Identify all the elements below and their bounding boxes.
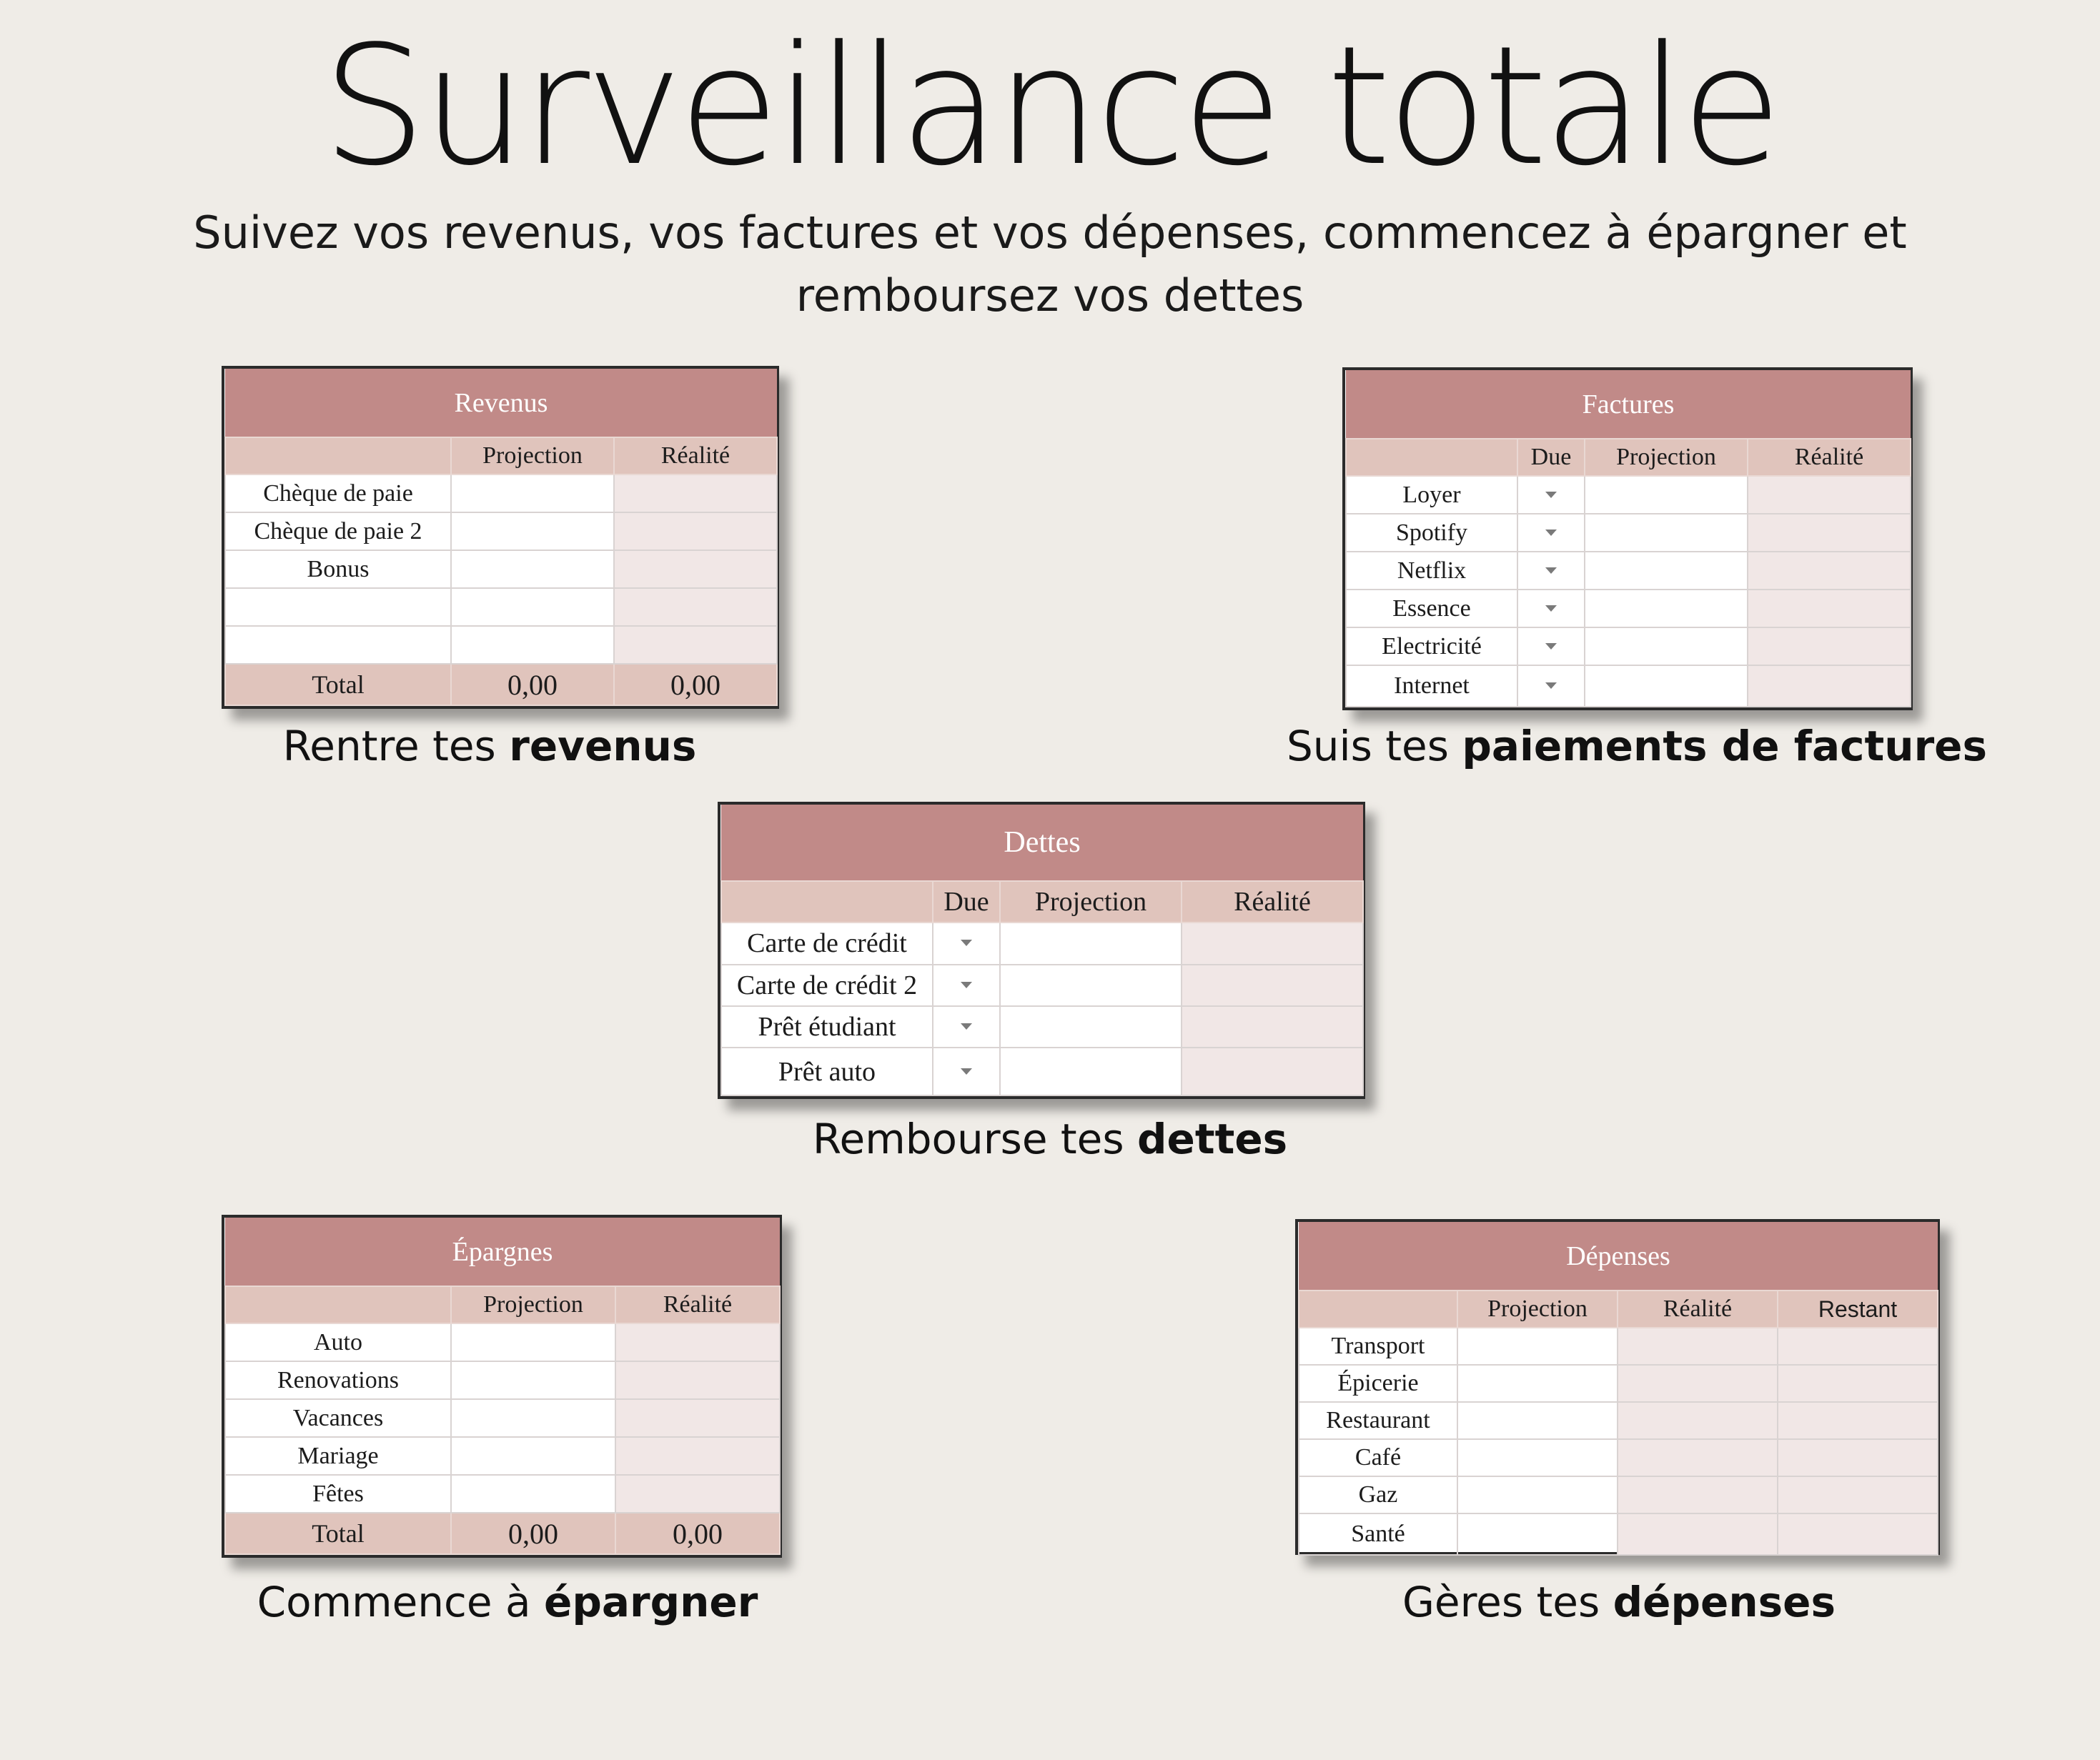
dettes-row-label: Carte de crédit [721, 923, 933, 964]
epargnes-total-projection: 0,00 [451, 1513, 615, 1554]
caption-bold: dépenses [1613, 1578, 1836, 1626]
factures-title: Factures [1346, 370, 1911, 439]
dettes-col-projection: Projection [1000, 881, 1182, 923]
factures-sheet [1342, 367, 1913, 710]
depenses-projection-cell[interactable] [1457, 1328, 1618, 1365]
factures-projection-cell[interactable] [1585, 552, 1748, 590]
table-row [1346, 514, 1911, 552]
table-row [225, 1475, 780, 1513]
depenses-restant-cell [1778, 1402, 1938, 1439]
revenus-title: Revenus [225, 369, 777, 437]
depenses-realite-cell[interactable] [1618, 1513, 1778, 1555]
revenus-realite-cell[interactable] [614, 512, 777, 550]
subtitle-line-2: remboursez vos dettes [796, 269, 1304, 322]
caption-text: Rembourse tes [812, 1115, 1138, 1163]
epargnes-projection-cell[interactable] [451, 1437, 615, 1475]
factures-due-dropdown[interactable] [1517, 590, 1585, 627]
depenses-realite-cell[interactable] [1618, 1365, 1778, 1402]
revenus-projection-cell[interactable] [451, 588, 614, 626]
factures-projection-cell[interactable] [1585, 476, 1748, 514]
depenses-col-projection: Projection [1457, 1291, 1618, 1328]
epargnes-row-label: Vacances [225, 1399, 451, 1437]
caption-bold: épargner [544, 1578, 758, 1626]
factures-due-dropdown[interactable] [1517, 476, 1585, 514]
caption-bold: dettes [1137, 1115, 1288, 1163]
chevron-down-icon[interactable] [1545, 643, 1557, 650]
table-row [1346, 590, 1911, 627]
revenus-row-label: Chèque de paie 2 [225, 512, 451, 550]
revenus-projection-cell[interactable] [451, 550, 614, 588]
factures-projection-cell[interactable] [1585, 514, 1748, 552]
dettes-due-dropdown[interactable] [933, 965, 1000, 1006]
epargnes-row-label: Renovations [225, 1361, 451, 1399]
revenus-realite-cell[interactable] [614, 588, 777, 626]
revenus-header-blank [225, 437, 451, 474]
dettes-header-blank [721, 881, 933, 923]
factures-projection-cell[interactable] [1585, 590, 1748, 627]
factures-due-dropdown[interactable] [1517, 627, 1585, 665]
factures-realite-cell[interactable] [1748, 665, 1911, 707]
dettes-due-dropdown[interactable] [933, 1006, 1000, 1048]
table-row [1299, 1476, 1938, 1513]
dettes-realite-cell[interactable] [1182, 923, 1363, 964]
factures-realite-cell[interactable] [1748, 590, 1911, 627]
depenses-restant-cell [1778, 1439, 1938, 1476]
table-row [1299, 1365, 1938, 1402]
table-row [1346, 665, 1911, 707]
revenus-caption [222, 722, 758, 770]
depenses-restant-cell [1778, 1513, 1938, 1555]
epargnes-realite-cell[interactable] [615, 1323, 780, 1361]
dettes-row-label: Carte de crédit 2 [721, 965, 933, 1006]
dettes-row-label: Prêt étudiant [721, 1006, 933, 1048]
chevron-down-icon[interactable] [1545, 682, 1557, 689]
factures-projection-cell[interactable] [1585, 665, 1748, 707]
depenses-projection-cell[interactable] [1457, 1439, 1618, 1476]
factures-realite-cell[interactable] [1748, 514, 1911, 552]
depenses-col-realite: Réalité [1618, 1291, 1778, 1328]
depenses-row-label: Gaz [1299, 1476, 1457, 1513]
factures-caption [1279, 722, 1994, 770]
revenus-row-label: Chèque de paie [225, 474, 451, 512]
depenses-realite-cell[interactable] [1618, 1328, 1778, 1365]
table-row [1299, 1513, 1938, 1555]
revenus-sheet [222, 366, 779, 709]
table-row [225, 1361, 780, 1399]
caption-text: Commence à [257, 1578, 545, 1626]
chevron-down-icon[interactable] [961, 940, 972, 946]
factures-realite-cell[interactable] [1748, 627, 1911, 665]
caption-text: Gères tes [1402, 1578, 1613, 1626]
revenus-row-label[interactable] [225, 626, 451, 664]
page-subtitle [179, 202, 1921, 327]
revenus-projection-cell[interactable] [451, 626, 614, 664]
table-row [225, 1323, 780, 1361]
depenses-projection-cell[interactable] [1457, 1365, 1618, 1402]
factures-row-label: Spotify [1346, 514, 1517, 552]
depenses-projection-cell[interactable] [1457, 1402, 1618, 1439]
revenus-total-label: Total [225, 664, 451, 705]
table-row [225, 588, 777, 626]
revenus-realite-cell[interactable] [614, 550, 777, 588]
depenses-projection-cell[interactable] [1457, 1476, 1618, 1513]
chevron-down-icon[interactable] [1545, 492, 1557, 498]
chevron-down-icon[interactable] [1545, 567, 1557, 574]
factures-due-dropdown[interactable] [1517, 552, 1585, 590]
chevron-down-icon[interactable] [1545, 530, 1557, 536]
depenses-caption [1258, 1578, 1980, 1626]
epargnes-col-projection: Projection [451, 1286, 615, 1323]
depenses-realite-cell[interactable] [1618, 1402, 1778, 1439]
dettes-realite-cell[interactable] [1182, 1006, 1363, 1048]
table-row [721, 923, 1363, 964]
chevron-down-icon[interactable] [961, 1068, 972, 1075]
epargnes-caption [186, 1578, 829, 1626]
factures-header-blank [1346, 439, 1517, 476]
table-row [225, 512, 777, 550]
depenses-row-label: Santé [1299, 1513, 1457, 1555]
revenus-total-realite: 0,00 [614, 664, 777, 705]
depenses-row-label: Restaurant [1299, 1402, 1457, 1439]
dettes-due-dropdown[interactable] [933, 923, 1000, 964]
table-row [721, 965, 1363, 1006]
factures-realite-cell[interactable] [1748, 476, 1911, 514]
caption-bold: paiements de factures [1462, 722, 1988, 770]
table-row [1299, 1439, 1938, 1476]
table-row [721, 1048, 1363, 1095]
table-row [225, 474, 777, 512]
dettes-col-realite: Réalité [1182, 881, 1363, 923]
factures-realite-cell[interactable] [1748, 552, 1911, 590]
revenus-row-label[interactable] [225, 588, 451, 626]
depenses-realite-cell[interactable] [1618, 1439, 1778, 1476]
epargnes-projection-cell[interactable] [451, 1475, 615, 1513]
epargnes-realite-cell[interactable] [615, 1437, 780, 1475]
depenses-restant-cell [1778, 1365, 1938, 1402]
epargnes-realite-cell[interactable] [615, 1361, 780, 1399]
table-row [1346, 476, 1911, 514]
depenses-row-label: Épicerie [1299, 1365, 1457, 1402]
revenus-col-projection: Projection [451, 437, 614, 474]
epargnes-header-blank [225, 1286, 451, 1323]
caption-bold: revenus [509, 722, 697, 770]
table-row [1299, 1402, 1938, 1439]
revenus-projection-cell[interactable] [451, 512, 614, 550]
epargnes-total-realite: 0,00 [615, 1513, 780, 1554]
factures-col-due: Due [1517, 439, 1585, 476]
factures-row-label: Netflix [1346, 552, 1517, 590]
revenus-realite-cell[interactable] [614, 474, 777, 512]
dettes-sheet [718, 802, 1365, 1099]
chevron-down-icon[interactable] [961, 1023, 972, 1030]
dettes-caption [693, 1115, 1407, 1163]
epargnes-row-label: Auto [225, 1323, 451, 1361]
dettes-realite-cell[interactable] [1182, 1048, 1363, 1095]
dettes-row-label: Prêt auto [721, 1048, 933, 1095]
depenses-restant-cell [1778, 1476, 1938, 1513]
depenses-col-restant: Restant [1778, 1291, 1938, 1328]
epargnes-sheet [222, 1215, 782, 1558]
epargnes-title: Épargnes [225, 1218, 780, 1286]
factures-row-label: Loyer [1346, 476, 1517, 514]
factures-due-dropdown[interactable] [1517, 514, 1585, 552]
depenses-header-blank [1299, 1291, 1457, 1328]
epargnes-projection-cell[interactable] [451, 1361, 615, 1399]
table-row [1346, 627, 1911, 665]
epargnes-total-label: Total [225, 1513, 451, 1554]
epargnes-realite-cell[interactable] [615, 1399, 780, 1437]
epargnes-row-label: Mariage [225, 1437, 451, 1475]
epargnes-row-label: Fêtes [225, 1475, 451, 1513]
depenses-title: Dépenses [1299, 1222, 1938, 1291]
revenus-total-projection: 0,00 [451, 664, 614, 705]
depenses-sheet [1295, 1219, 1940, 1555]
table-row [225, 550, 777, 588]
dettes-projection-cell[interactable] [1000, 1006, 1182, 1048]
table-row [721, 1006, 1363, 1048]
page-title: Surveillance totale [322, 11, 1778, 202]
table-row [1299, 1328, 1938, 1365]
revenus-projection-cell[interactable] [451, 474, 614, 512]
epargnes-col-realite: Réalité [615, 1286, 780, 1323]
caption-text: Rentre tes [282, 722, 510, 770]
depenses-restant-cell [1778, 1328, 1938, 1365]
epargnes-realite-cell[interactable] [615, 1475, 780, 1513]
dettes-realite-cell[interactable] [1182, 965, 1363, 1006]
depenses-projection-cell[interactable] [1457, 1513, 1618, 1555]
epargnes-projection-cell[interactable] [451, 1323, 615, 1361]
chevron-down-icon[interactable] [961, 982, 972, 988]
dettes-projection-cell[interactable] [1000, 923, 1182, 964]
factures-due-dropdown[interactable] [1517, 665, 1585, 707]
revenus-col-realite: Réalité [614, 437, 777, 474]
table-row [225, 1399, 780, 1437]
factures-row-label: Electricité [1346, 627, 1517, 665]
depenses-row-label: Café [1299, 1439, 1457, 1476]
depenses-row-label: Transport [1299, 1328, 1457, 1365]
table-row [1346, 552, 1911, 590]
factures-row-label: Internet [1346, 665, 1517, 707]
revenus-realite-cell[interactable] [614, 626, 777, 664]
depenses-realite-cell[interactable] [1618, 1476, 1778, 1513]
caption-text: Suis tes [1286, 722, 1462, 770]
dettes-due-dropdown[interactable] [933, 1048, 1000, 1095]
revenus-row-label: Bonus [225, 550, 451, 588]
dettes-title: Dettes [721, 805, 1363, 881]
factures-projection-cell[interactable] [1585, 627, 1748, 665]
chevron-down-icon[interactable] [1545, 605, 1557, 612]
dettes-projection-cell[interactable] [1000, 965, 1182, 1006]
epargnes-projection-cell[interactable] [451, 1399, 615, 1437]
subtitle-line-1: Suivez vos revenus, vos factures et vos dépenses, commencez à épargner et [193, 207, 1907, 259]
table-row [225, 1437, 780, 1475]
dettes-projection-cell[interactable] [1000, 1048, 1182, 1095]
factures-row-label: Essence [1346, 590, 1517, 627]
dettes-col-due: Due [933, 881, 1000, 923]
table-row [225, 626, 777, 664]
factures-col-projection: Projection [1585, 439, 1748, 476]
factures-col-realite: Réalité [1748, 439, 1911, 476]
